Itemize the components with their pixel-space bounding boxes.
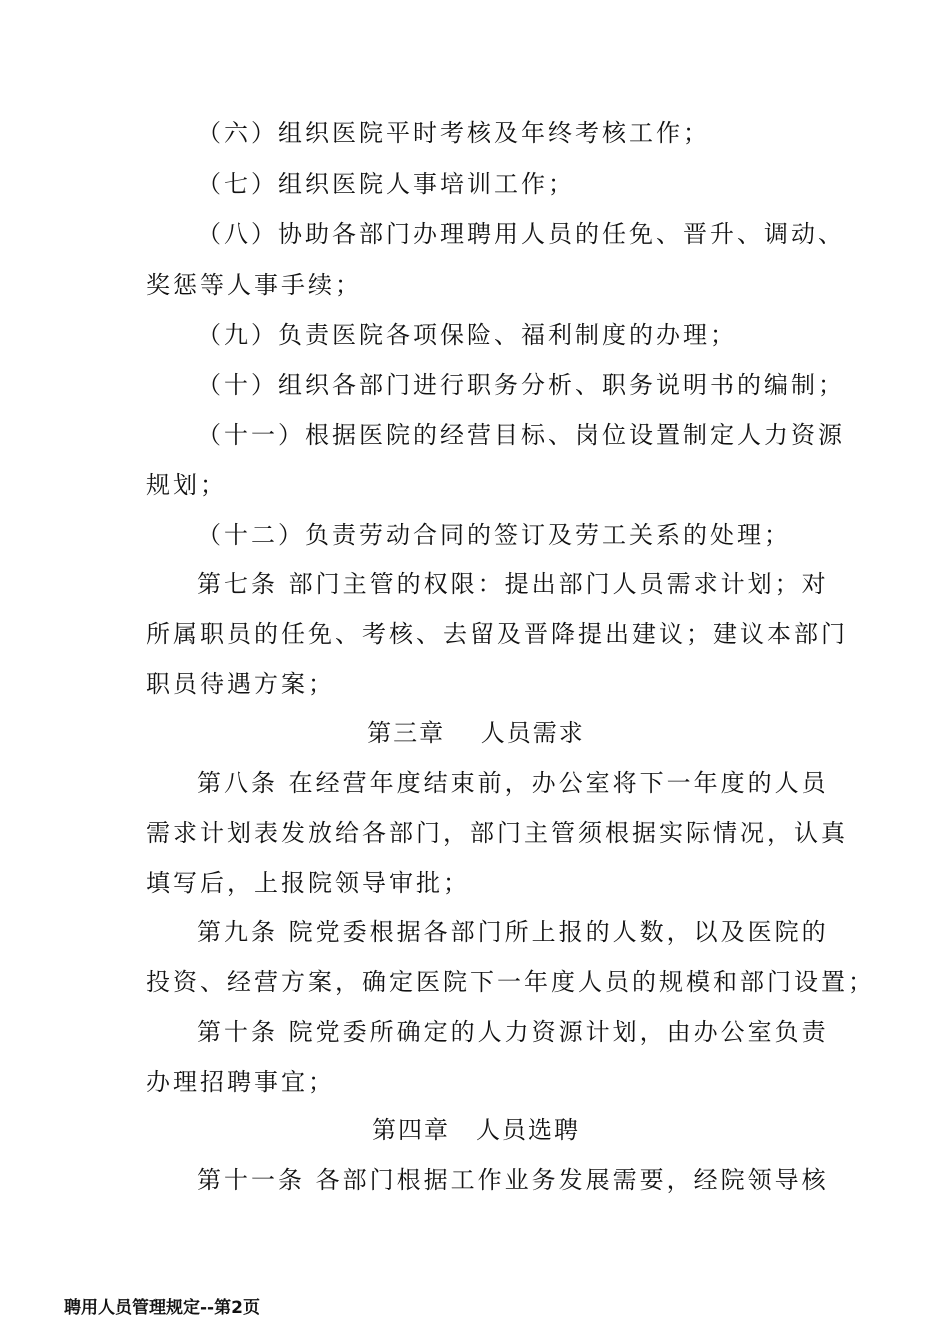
text-line: 办理招聘事宜；	[146, 1068, 335, 1096]
text-line: 所属职员的任免、考核、去留及晋降提出建议；建议本部门	[146, 620, 848, 648]
text-line: （十二）负责劳动合同的签订及劳工关系的处理；	[197, 521, 791, 549]
text-line: 填写后，上报院领导审批；	[146, 869, 470, 897]
chapter-heading: 第四章 人员选聘	[372, 1116, 580, 1144]
page-footer: 聘用人员管理规定--第2页	[64, 1298, 260, 1318]
text-line: 第十条 院党委所确定的人力资源计划，由办公室负责	[197, 1018, 829, 1046]
text-line: （七）组织医院人事培训工作；	[197, 170, 575, 198]
text-line: 职员待遇方案；	[146, 670, 335, 698]
text-line: 第十一条 各部门根据工作业务发展需要，经院领导核	[197, 1166, 829, 1194]
text-line: （十）组织各部门进行职务分析、职务说明书的编制；	[197, 371, 845, 399]
text-line: 第八条 在经营年度结束前，办公室将下一年度的人员	[197, 769, 829, 797]
text-line: 第七条 部门主管的权限：提出部门人员需求计划；对	[197, 570, 829, 598]
text-line: （十一）根据医院的经营目标、岗位设置制定人力资源	[197, 421, 845, 449]
text-line: 需求计划表发放给各部门，部门主管须根据实际情况，认真	[146, 819, 848, 847]
text-line: （八）协助各部门办理聘用人员的任免、晋升、调动、	[197, 220, 845, 248]
chapter-heading: 第三章 人员需求	[367, 719, 585, 747]
text-line: 第九条 院党委根据各部门所上报的人数，以及医院的	[197, 918, 829, 946]
text-line: 奖惩等人事手续；	[146, 271, 362, 299]
text-line: （六）组织医院平时考核及年终考核工作；	[197, 119, 710, 147]
text-line: （九）负责医院各项保险、福利制度的办理；	[197, 321, 737, 349]
text-line: 规划；	[146, 471, 227, 499]
text-line: 投资、经营方案，确定医院下一年度人员的规模和部门设置；	[146, 968, 875, 996]
